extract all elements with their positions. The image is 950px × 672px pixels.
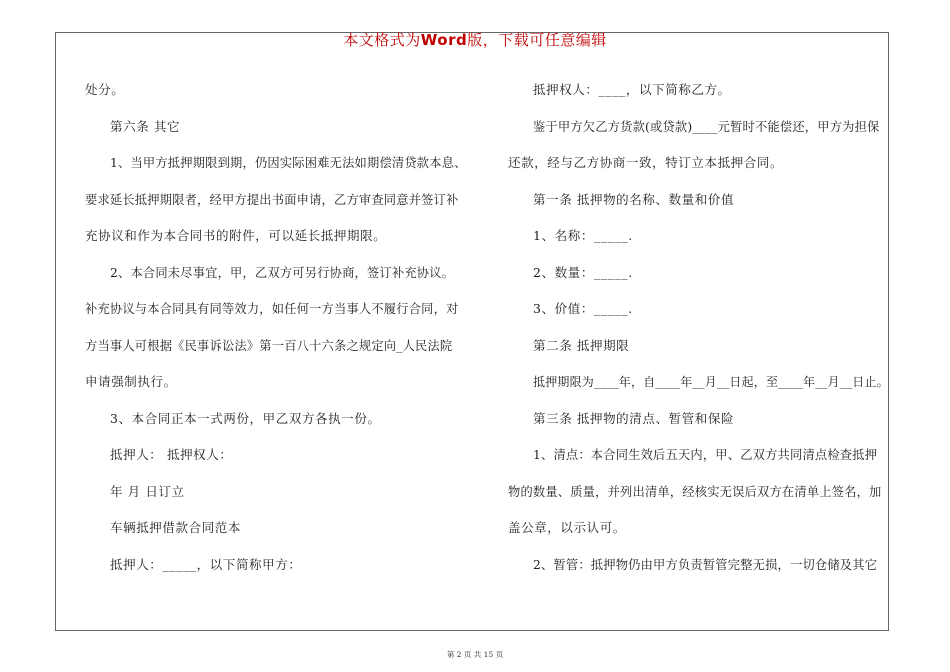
text-line: 3、价值：_____. [533, 301, 633, 316]
page-number-footer: 第 2 页 共 15 页 [446, 650, 504, 659]
section-heading: 第六条 其它 [110, 118, 181, 134]
header-banner [0, 30, 950, 50]
text-line: 3、本合同正本一式两份，甲乙双方各执一份。 [110, 410, 381, 426]
banner-text-pre: 本文格式为 [343, 31, 421, 49]
right-column [508, 72, 890, 583]
text-line: 充协议和作为本合同书的附件，可以延长抵押期限。 [85, 228, 387, 243]
text-line: 1、名称：_____. [533, 228, 633, 243]
text-line: 处分。 [85, 82, 125, 97]
document-subtitle: 车辆抵押借款合同范本 [110, 520, 242, 535]
text-line: 补充协议与本合同具有同等效力，如任何一方当事人不履行合同，对 [85, 302, 459, 316]
text-line: 抵押人：_____，以下简称甲方： [110, 556, 302, 572]
text-line: 2、本合同未尽事宜，甲，乙双方可另行协商，签订补充协议。 [110, 265, 455, 280]
text-line: 2、数量：_____. [533, 264, 633, 280]
section-heading: 第一条 抵押物的名称、数量和价值 [533, 191, 735, 207]
text-line: 盖公章，以示认可。 [508, 520, 626, 535]
text-line: 鉴于甲方欠乙方货款(或贷款)____元暂时不能偿还，甲方为担保 [533, 119, 880, 134]
left-column [85, 72, 465, 583]
date-line: 年 月 日订立 [110, 483, 185, 499]
banner-text-post: 版，下载可任意编辑 [467, 31, 607, 49]
text-line: 抵押权人：____，以下简称乙方。 [533, 82, 731, 97]
text-line: 物的数量、质量，并列出清单，经核实无误后双方在清单上签名，加 [508, 484, 882, 499]
text-line: 申请强制执行。 [85, 374, 177, 389]
section-heading: 第二条 抵押期限 [533, 337, 630, 353]
text-line: 抵押期限为____年，自____年__月__日起，至____年__月__日止。 [533, 375, 889, 389]
banner-text-word: Word [420, 31, 468, 49]
text-line: 1、当甲方抵押期限到期，仍因实际困难无法如期偿清贷款本息、 [110, 156, 467, 170]
text-line: 还款，经与乙方协商一致，特订立本抵押合同。 [508, 155, 784, 170]
text-line: 2、暂管：抵押物仍由甲方负责暂管完整无损，一切仓储及其它 [533, 557, 878, 572]
text-line: 要求延长抵押期限者，经甲方提出书面申请，乙方审查同意并签订补 [85, 192, 459, 207]
text-line: 方当事人可根据《民事诉讼法》第一百八十六条之规定向_人民法院 [85, 338, 453, 353]
text-line: 1、清点：本合同生效后五天内，甲、乙双方共同清点检查抵押 [533, 448, 878, 462]
signature-line: 抵押人： 抵押权人： [110, 447, 233, 462]
section-heading: 第三条 抵押物的清点、暂管和保险 [533, 410, 735, 426]
